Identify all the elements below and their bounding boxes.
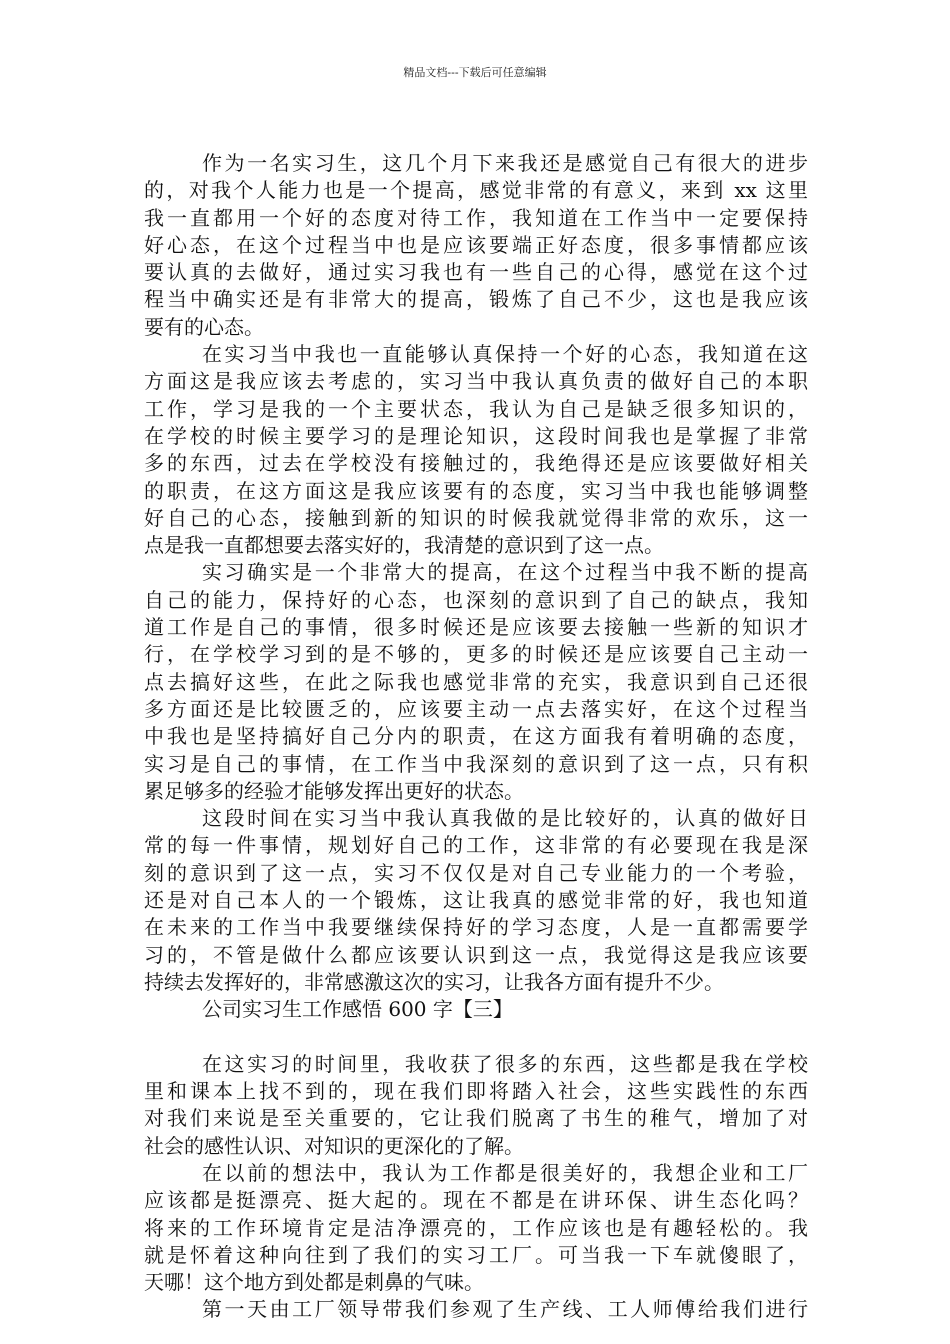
text-line: 对我们来说是至关重要的，它让我们脱离了书生的稚气，增加了对 (144, 1106, 808, 1131)
paragraph-1 (144, 150, 808, 341)
text-line: 作为一名实习生，这几个月下来我还是感觉自己有很大的进步 (202, 151, 808, 175)
text-line: 习的，不管是做什么都应该要认识到这一点，我觉得这是我应该要 (144, 942, 808, 967)
text-line: 好自己的心态，接触到新的知识的时候我就觉得非常的欢乐，这一 (144, 505, 808, 530)
text-line: 方面这是我应该去考虑的，实习当中我认真负责的做好自己的本职 (144, 369, 808, 394)
page-header: 精品文档---下载后可任意编辑 (403, 66, 547, 79)
text-line: 程当中确实还是有非常大的提高，锻炼了自己不少，这也是我应该 (144, 287, 808, 312)
document-body (144, 150, 808, 1324)
text-line: 在未来的工作当中我要继续保持好的学习态度，人是一直都需要学 (144, 915, 808, 940)
paragraph-5 (144, 1051, 808, 1160)
text-line: 应该都是挺漂亮、挺大起的。现在不都是在讲环保、讲生态化吗？ (144, 1188, 808, 1213)
text-line: 在这实习的时间里，我收获了很多的东西，这些都是我在学校 (202, 1051, 808, 1076)
paragraph-3 (144, 559, 808, 805)
paragraph-6 (144, 1160, 808, 1296)
text-line: 就是怀着这种向往到了我们的实习工厂。可当我一下车就傻眼了， (144, 1242, 808, 1267)
text-line: 社会的感性认识、对知识的更深化的了解。 (144, 1133, 524, 1158)
text-line: 天哪！这个地方到处都是刺鼻的气味。 (144, 1270, 484, 1295)
text-line: 好心态，在这个过程当中也是应该要端正好态度，很多事情都应该 (144, 232, 808, 257)
text-line: 在实习当中我也一直能够认真保持一个好的心态，我知道在这 (202, 342, 808, 367)
paragraph-4 (144, 805, 808, 996)
text-line: 累足够多的经验才能够发挥出更好的状态。 (144, 778, 524, 803)
paragraph-2 (144, 341, 808, 559)
text-line: 实习是自己的事情，在工作当中我深刻的意识到了这一点，只有积 (144, 751, 808, 776)
text-line: 工作，学习是我的一个主要状态，我认为自己是缺乏很多知识的， (144, 396, 808, 421)
text-line: 中我也是坚持搞好自己分内的职责，在这方面我有着明确的态度， (144, 724, 808, 749)
text-line: 在学校的时候主要学习的是理论知识，这段时间我也是掌握了非常 (144, 423, 808, 448)
text-line: 第一天由工厂领导带我们参观了生产线、工人师傅给我们进行 (202, 1297, 808, 1322)
text-line: 这段时间在实习当中我认真我做的是比较好的，认真的做好日 (202, 806, 808, 831)
text-line: 在以前的想法中，我认为工作都是很美好的，我想企业和工厂 (202, 1160, 808, 1185)
text-line: 要认真的去做好，通过实习我也有一些自己的心得，感觉在这个过 (144, 260, 808, 285)
text-line: 点是我一直都想要去落实好的，我清楚的意识到了这一点。 (144, 533, 664, 558)
text-line: 里和课本上找不到的，现在我们即将踏入社会，这些实践性的东西 (144, 1079, 808, 1104)
text-line: 还是对自己本人的一个锻炼，这让我真的感觉非常的好，我也知道 (144, 888, 808, 913)
text-line: 自己的能力，保持好的心态，也深刻的意识到了自己的缺点，我知 (144, 587, 808, 612)
paragraph-7 (144, 1296, 808, 1323)
text-line: 实习确实是一个非常大的提高，在这个过程当中我不断的提高 (202, 560, 808, 585)
text-line: 的职责，在这方面这是我应该要有的态度，实习当中我也能够调整 (144, 478, 808, 503)
text-line: 要有的心态。 (144, 314, 264, 339)
text-line: 常的每一件事情，规划好自己的工作，这非常的有必要现在我是深 (144, 833, 808, 858)
text-line: 我一直都用一个好的态度对待工作，我知道在工作当中一定要保持 (144, 205, 808, 230)
text-line: 行，在学校学习到的是不够的，更多的时候还是应该要自己主动一 (144, 642, 808, 667)
text-line: 道工作是自己的事情，很多时候还是应该要去接触一些新的知识才 (144, 615, 808, 640)
text-line: 多的东西，过去在学校没有接触过的，我绝得还是应该要做好相关 (144, 451, 808, 476)
section-heading (144, 996, 808, 1023)
blank-line (144, 1024, 808, 1051)
text-line: 将来的工作环境肯定是洁净漂亮的，工作应该也是有趣轻松的。我 (144, 1215, 808, 1240)
text-line: 持续去发挥好的，非常感激这次的实习，让我各方面有提升不少。 (144, 969, 724, 994)
section-heading-text: 公司实习生工作感悟 600 字【三】 (202, 997, 513, 1022)
text-line: 点去搞好这些，在此之际我也感觉非常的充实，我意识到自己还很 (144, 669, 808, 694)
text-line: 刻的意识到了这一点，实习不仅仅是对自己专业能力的一个考验， (144, 860, 808, 885)
text-line: 的，对我个人能力也是一个提高，感觉非常的有意义，来到 xx 这里 (144, 178, 808, 203)
text-line: 多方面还是比较匮乏的，应该要主动一点去落实好，在这个过程当 (144, 696, 808, 721)
